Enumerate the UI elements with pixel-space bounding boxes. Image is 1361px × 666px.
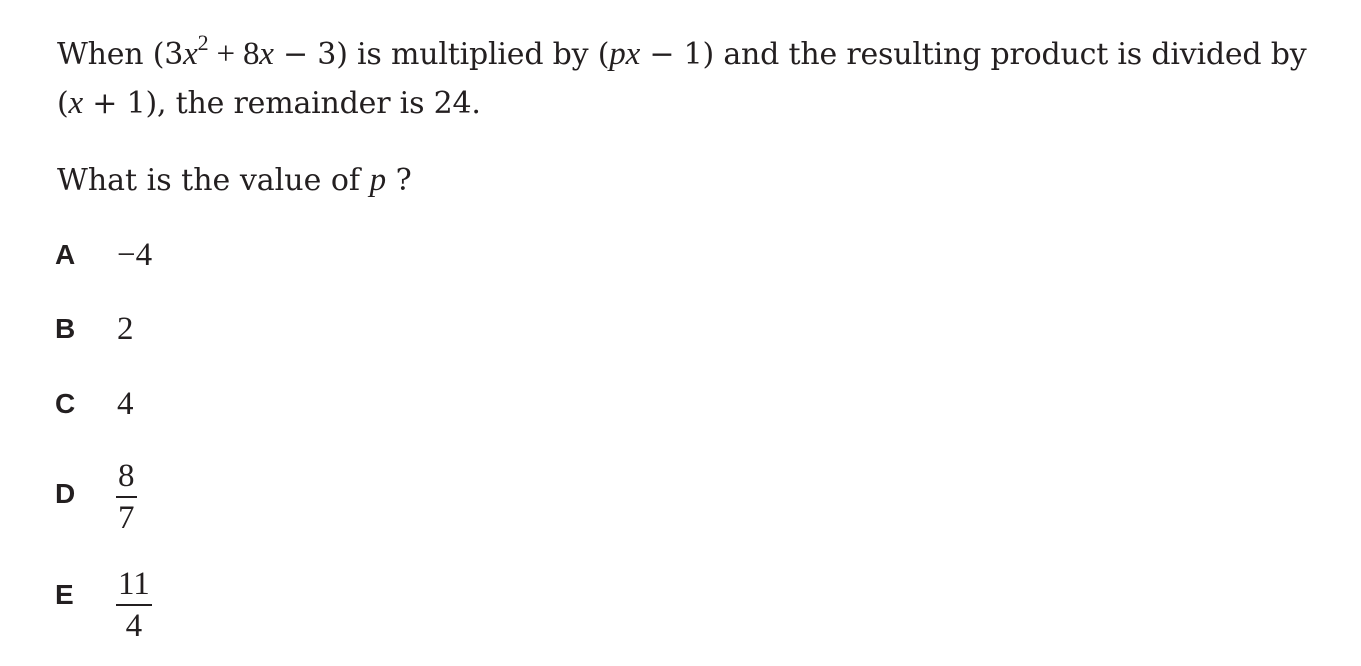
question-text bbox=[57, 30, 1357, 128]
fraction-denominator: 7 bbox=[118, 500, 135, 536]
fraction-denominator: 4 bbox=[125, 608, 143, 644]
fraction bbox=[116, 458, 137, 536]
variable-x: x bbox=[183, 36, 198, 72]
option-letter: A bbox=[55, 239, 76, 270]
option-letter: C bbox=[55, 388, 76, 419]
answer-option-b[interactable] bbox=[0, 312, 400, 392]
option-letter: E bbox=[55, 579, 74, 610]
answer-option-d[interactable] bbox=[0, 460, 400, 540]
option-value: 2 bbox=[117, 311, 134, 347]
option-value: 4 bbox=[117, 386, 134, 422]
option-value: −4 bbox=[117, 237, 153, 273]
answer-option-a[interactable] bbox=[0, 238, 400, 318]
fraction bbox=[116, 566, 152, 644]
question-line-2: (x + 1), the remainder is 24. bbox=[57, 85, 481, 121]
option-letter: B bbox=[55, 313, 76, 344]
exponent: 2 bbox=[197, 30, 209, 55]
variable-x: x bbox=[68, 85, 83, 121]
question-prompt: What is the value of p ? bbox=[57, 162, 412, 198]
variable-p: p bbox=[369, 162, 387, 198]
answer-option-c[interactable] bbox=[0, 387, 400, 467]
variable-px: px bbox=[609, 36, 641, 72]
fraction-numerator: 11 bbox=[118, 566, 150, 602]
option-letter: D bbox=[55, 478, 76, 509]
answer-option-e[interactable] bbox=[0, 562, 400, 642]
fraction-numerator: 8 bbox=[118, 458, 135, 494]
question-line-1: When $(3x^2 + 8x - 3)$ is multiplied by (px − 1) and the resulting product is divided by bbox=[57, 30, 1307, 72]
variable-x: x bbox=[259, 36, 274, 72]
